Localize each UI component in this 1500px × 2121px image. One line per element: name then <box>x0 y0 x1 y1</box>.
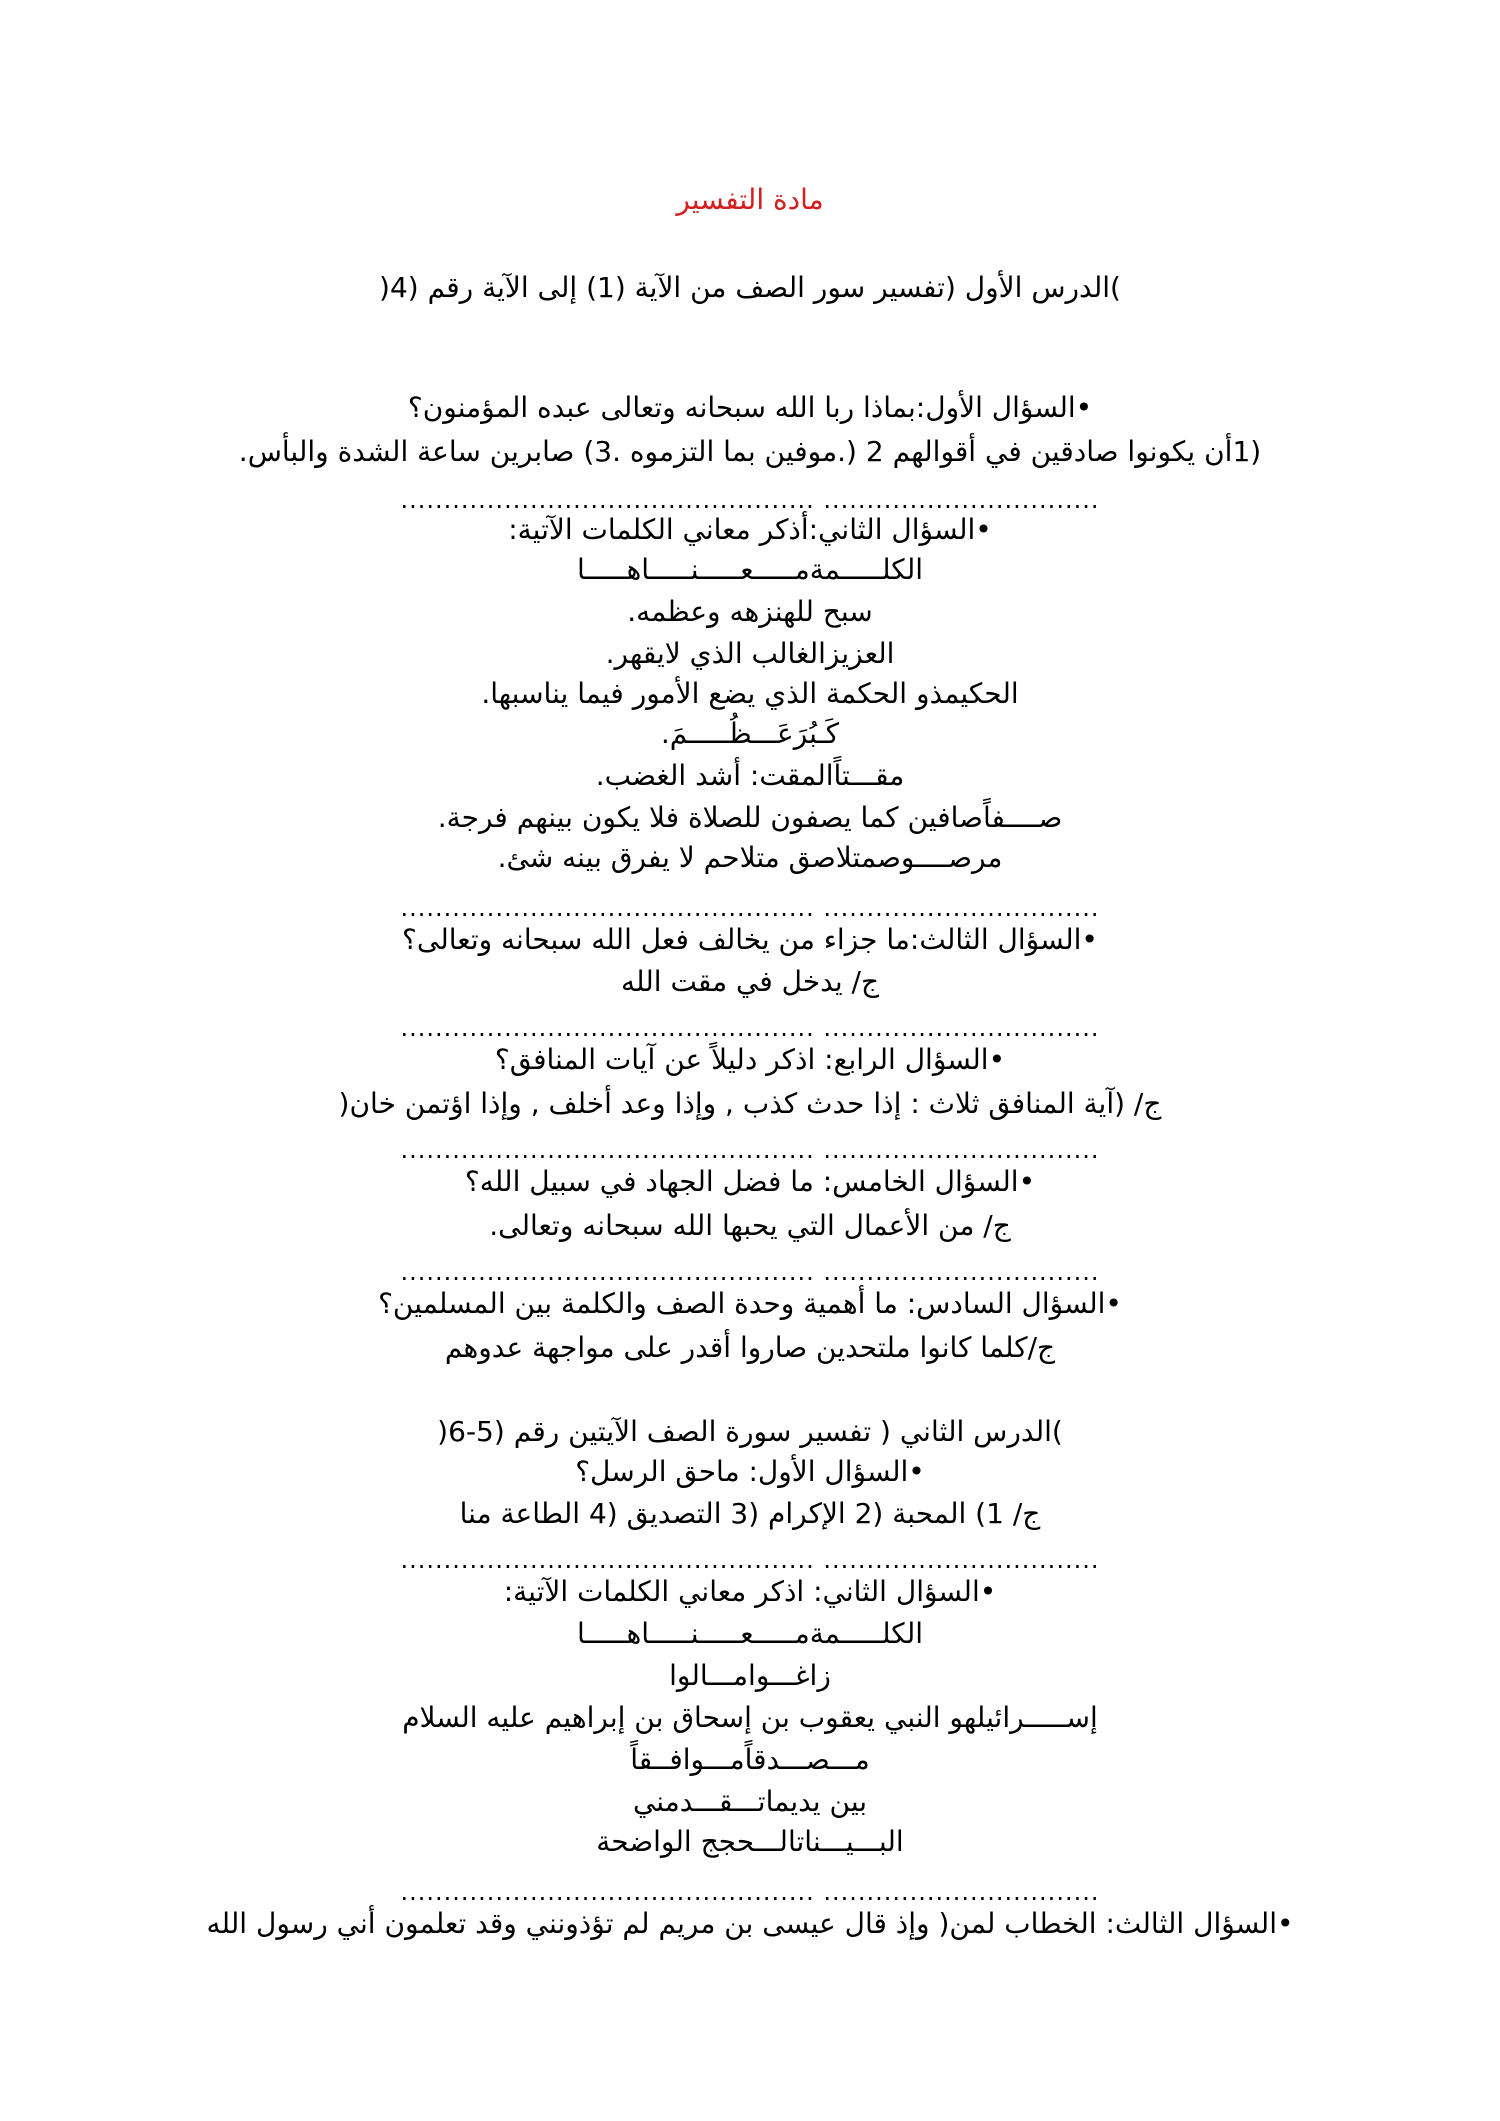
l1-q2-item: العزيزالغالب الذي لايقهر. <box>605 637 895 670</box>
separator-5: ................................................ ................................ <box>400 1258 1100 1286</box>
separator-4: ................................................ ................................ <box>400 1136 1100 1164</box>
l1-q1-answer: (1أن يكونوا صادقين في أقوالهم 2 (.موفين بما التزموه .3) صابرين ساعة الشدة والبأس. <box>238 435 1262 468</box>
separator-6: ................................................ ................................ <box>400 1546 1100 1574</box>
l1-q2-item: صــــفاًصافين كما يصفون للصلاة فلا يكون بينهم فرجة. <box>437 801 1063 834</box>
l2-q1-question: •السؤال الأول: ماحق الرسل؟ <box>575 1455 925 1488</box>
separator-2: ................................................ ................................ <box>400 894 1100 922</box>
l2-q2-item: إســـــرائيلهو النبي يعقوب بن إسحاق بن إبراهيم عليه السلام <box>402 1701 1098 1734</box>
l1-q6-question: •السؤال السادس: ما أهمية وحدة الصف والكلمة بين المسلمين؟ <box>378 1287 1122 1320</box>
page-title: مادة التفسير <box>676 183 824 216</box>
l1-q2-item: مقـــتاًالمقت: أشد الغضب. <box>595 759 905 792</box>
l1-q4-answer: ج/ (آية المنافق ثلاث : إذا حدث كذب , وإذا وعد أخلف , وإذا اؤتمن خان( <box>338 1087 1162 1120</box>
separator-1: ................................................ ................................ <box>400 486 1100 514</box>
l1-q3-answer: ج/ يدخل في مقت الله <box>620 965 880 998</box>
l2-q2-item: مـــصـــدقاًمـــوافــقاً <box>630 1743 870 1776</box>
lesson1-heading: )الدرس الأول (تفسير سور الصف من الآية (1) إلى الآية رقم (4( <box>379 271 1121 304</box>
l1-q6-answer: ج/كلما كانوا ملتحدين صاروا أقدر على مواجهة عدوهم <box>444 1331 1056 1364</box>
l1-q5-question: •السؤال الخامس: ما فضل الجهاد في سبيل الله؟ <box>464 1165 1036 1198</box>
l2-q2-question: •السؤال الثاني: اذكر معاني الكلمات الآتية: <box>503 1575 997 1608</box>
lesson2-heading: )الدرس الثاني ( تفسير سورة الصف الآيتين رقم (5-6( <box>437 1415 1063 1448</box>
l2-q2-item: زاغـــوامـــالوا <box>669 1659 831 1692</box>
l1-q1-question: •السؤال الأول:بماذا ربا الله سبحانه وتعالى عبده المؤمنون؟ <box>407 391 1093 424</box>
l1-q2-item: كَـبُرَعَـــظُـــــمَ. <box>660 717 840 750</box>
l2-q1-answer: ج/ 1) المحبة (2 الإكرام (3 التصديق (4 الطاعة منا <box>459 1497 1041 1530</box>
l1-q2-item: مرصــــوصمتلاصق متلاحم لا يفرق بينه شئ. <box>497 841 1003 874</box>
l1-q3-question: •السؤال الثالث:ما جزاء من يخالف فعل الله سبحانه وتعالى؟ <box>402 923 1098 956</box>
l1-q2-table-header: الكلـــــمةمـــــعـــــنـــــاهـــــا <box>576 553 924 586</box>
l1-q2-question: •السؤال الثاني:أذكر معاني الكلمات الآتية: <box>508 513 992 546</box>
l1-q2-item: سبح للهنزهه وعظمه. <box>627 595 873 628</box>
l2-q2-item: البـــيـــناتالـــحجج الواضحة <box>596 1825 904 1858</box>
l2-q2-table-header: الكلـــــمةمـــــعـــــنـــــاهـــــا <box>576 1617 924 1650</box>
l2-q3-question: •السؤال الثالث: الخطاب لمن( وإذ قال عيسى بن مريم لم تؤذونني وقد تعلمون أني رسول الله <box>206 1907 1294 1940</box>
l1-q4-question: •السؤال الرابع: اذكر دليلاً عن آيات المنافق؟ <box>494 1043 1006 1076</box>
l2-q2-item: بين يديماتـــقـــدمني <box>632 1785 868 1818</box>
l1-q5-answer: ج/ من الأعمال التي يحبها الله سبحانه وتعالى. <box>489 1209 1011 1242</box>
separator-7: ................................................ ................................ <box>400 1878 1100 1906</box>
l1-q2-item: الحكيمذو الحكمة الذي يضع الأمور فيما يناسبها. <box>481 677 1019 710</box>
separator-3: ................................................ ................................ <box>400 1014 1100 1042</box>
